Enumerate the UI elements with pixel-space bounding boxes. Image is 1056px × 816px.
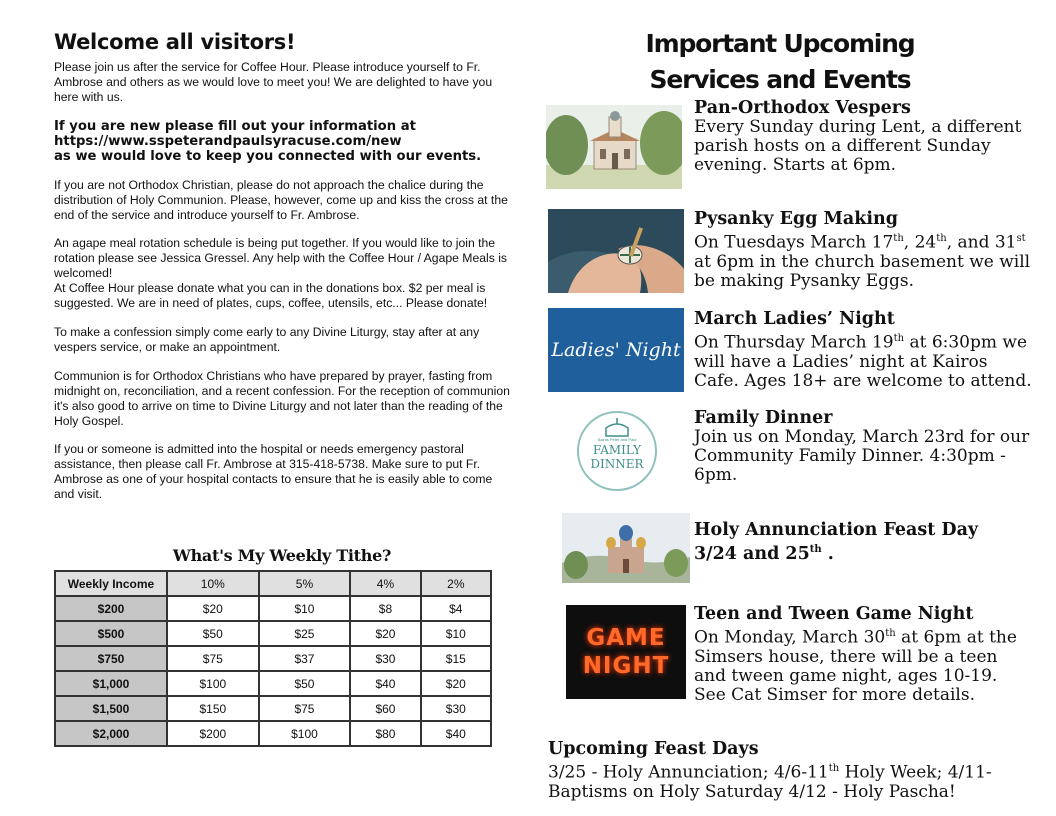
tithe-cell: $60 [350, 696, 420, 721]
left-column [54, 30, 510, 502]
tithe-cell: $10 [421, 621, 491, 646]
tithe-cell: $20 [350, 621, 420, 646]
event-family-dinner [694, 409, 1034, 485]
tithe-cell: $30 [350, 646, 420, 671]
tithe-header-cell: Weekly Income [55, 571, 167, 596]
event-description: Join us on Monday, March 23rd for our Community Family Dinner. 4:30pm - 6pm. [694, 427, 1030, 485]
hospital-text: If you or someone is admitted into the hospital or needs emergency pastoral assistance, then please call Fr. Ambrose at 315-418-5738. Make sure to put Fr. Ambrose as one of your hospital contacts to ensure that he is easily able to come and visit. [54, 442, 493, 502]
income-cell: $1,500 [55, 696, 167, 721]
tithe-table [54, 570, 492, 747]
pysanky-egg-photo [548, 209, 684, 293]
income-cell: $750 [55, 646, 167, 671]
event-title: Family Dinner [694, 408, 833, 428]
chalice-text: If you are not Orthodox Christian, please do not approach the chalice during the distribution of Holy Communion. Please, however, come up and kiss the cross at the end of the service and introduce yourself to Fr. Ambrose. [54, 177, 508, 222]
welcome-heading: Welcome all visitors! [54, 30, 296, 54]
event-title: Pan-Orthodox Vespers [694, 98, 911, 118]
welcome-text: Please join us after the service for Coffee Hour. Please introduce yourself to Fr. Ambrose and others as we would love to meet you! We are delighted to have you here with us. [54, 60, 493, 104]
tithe-cell: $50 [167, 621, 259, 646]
agape-text: An agape meal rotation schedule is being put together. If you would like to join the rotation please see Jessica Gressel. Any help with the Coffee Hour / Agape Meals is welcomed! [54, 236, 507, 281]
table-row [55, 671, 491, 696]
events-heading: Important Upcoming Services and Events [645, 29, 915, 94]
event-game-night [694, 605, 1034, 705]
ladies-night-logo: Ladies' Night [548, 308, 684, 392]
event-title: March Ladies’ Night [694, 309, 895, 329]
communion-text: Communion is for Orthodox Christians who have prepared by prayer, fasting from midnight on, reconciliation, and a recent confession. For the reception of communion it's also good to arrive on time to Divine Liturgy and not later than the reading of the Holy Gospel. [54, 368, 510, 428]
tithe-cell: $80 [350, 721, 420, 746]
tithe-cell: $100 [259, 721, 351, 746]
event-description: On Monday, March 30th at 6pm at the Simsers house, there will be a teen and tween game night, ages 10-19. See Cat Simser for more details. [694, 627, 1017, 705]
game-night-logo: GAME NIGHT [566, 605, 686, 699]
tithe-cell: $10 [259, 596, 351, 621]
tithe-cell: $50 [259, 671, 351, 696]
tithe-header-cell: 10% [167, 571, 259, 596]
event-pan-orthodox-vespers [694, 99, 1034, 175]
table-row [55, 696, 491, 721]
income-cell: $500 [55, 621, 167, 646]
new-visitor-line1: If you are new please fill out your information at [54, 118, 416, 134]
new-visitor-note [54, 119, 510, 164]
tithe-cell: $20 [421, 671, 491, 696]
feast-description: 3/25 - Holy Annunciation; 4/6-11th Holy Week; 4/11- Baptisms on Holy Saturday 4/12 - Holy Pascha! [548, 762, 992, 802]
table-row [55, 646, 491, 671]
tithe-cell: $15 [421, 646, 491, 671]
coffee-hour-text: At Coffee Hour please donate what you can in the donations box. $2 per meal is suggested. We are in need of plates, cups, coffee, utensils, etc... Please donate! [54, 281, 488, 311]
church-painting-image [546, 105, 682, 189]
tithe-cell: $25 [259, 621, 351, 646]
tithe-cell: $30 [421, 696, 491, 721]
upcoming-feast-days [548, 740, 1038, 802]
table-row [55, 596, 491, 621]
event-description: On Thursday March 19th at 6:30pm we will have a Ladies’ night at Kairos Cafe. Ages 18+ are welcome to attend. [694, 332, 1032, 391]
event-ladies-night [694, 310, 1034, 391]
tithe-cell: $75 [259, 696, 351, 721]
income-cell: $1,000 [55, 671, 167, 696]
tithe-header-row [55, 571, 491, 596]
table-row [55, 621, 491, 646]
new-visitor-line3: as we would love to keep you connected with our events. [54, 148, 482, 164]
confession-text: To make a confession simply come early to any Divine Liturgy, stay after at any vespers service, or make an appointment. [54, 324, 480, 354]
event-title: Pysanky Egg Making [694, 209, 898, 229]
tithe-cell: $4 [421, 596, 491, 621]
new-visitor-url[interactable]: https://www.sspeterandpaulsyracuse.com/new [54, 133, 402, 149]
tithe-cell: $100 [167, 671, 259, 696]
tithe-cell: $37 [259, 646, 351, 671]
income-cell: $200 [55, 596, 167, 621]
tithe-cell: $40 [350, 671, 420, 696]
tithe-cell: $75 [167, 646, 259, 671]
event-description: On Tuesdays March 17th, 24th, and 31st at 6pm in the church basement we will be making Pysanky Eggs. [694, 232, 1031, 291]
cathedral-painting-image [562, 513, 690, 583]
tithe-cell: $20 [167, 596, 259, 621]
tithe-header-cell: 5% [259, 571, 351, 596]
feast-title: Upcoming Feast Days [548, 739, 759, 759]
family-dinner-logo: Saints Peter and Paul FAMILY DINNER [576, 410, 658, 492]
tithe-cell: $150 [167, 696, 259, 721]
tithe-cell: $8 [350, 596, 420, 621]
income-cell: $2,000 [55, 721, 167, 746]
table-row [55, 721, 491, 746]
event-holy-annunciation [694, 521, 1034, 564]
tithe-header-cell: 2% [421, 571, 491, 596]
event-title: Holy Annunciation Feast Day 3/24 and 25th . [694, 520, 979, 564]
tithe-cell: $200 [167, 721, 259, 746]
tithe-header-cell: 4% [350, 571, 420, 596]
tithe-cell: $40 [421, 721, 491, 746]
event-description: Every Sunday during Lent, a different parish hosts on a different Sunday evening. Starts at 6pm. [694, 117, 1022, 175]
event-pysanky-egg-making [694, 210, 1034, 291]
event-title: Teen and Tween Game Night [694, 604, 974, 624]
tithe-title: What's My Weekly Tithe? [172, 546, 392, 565]
